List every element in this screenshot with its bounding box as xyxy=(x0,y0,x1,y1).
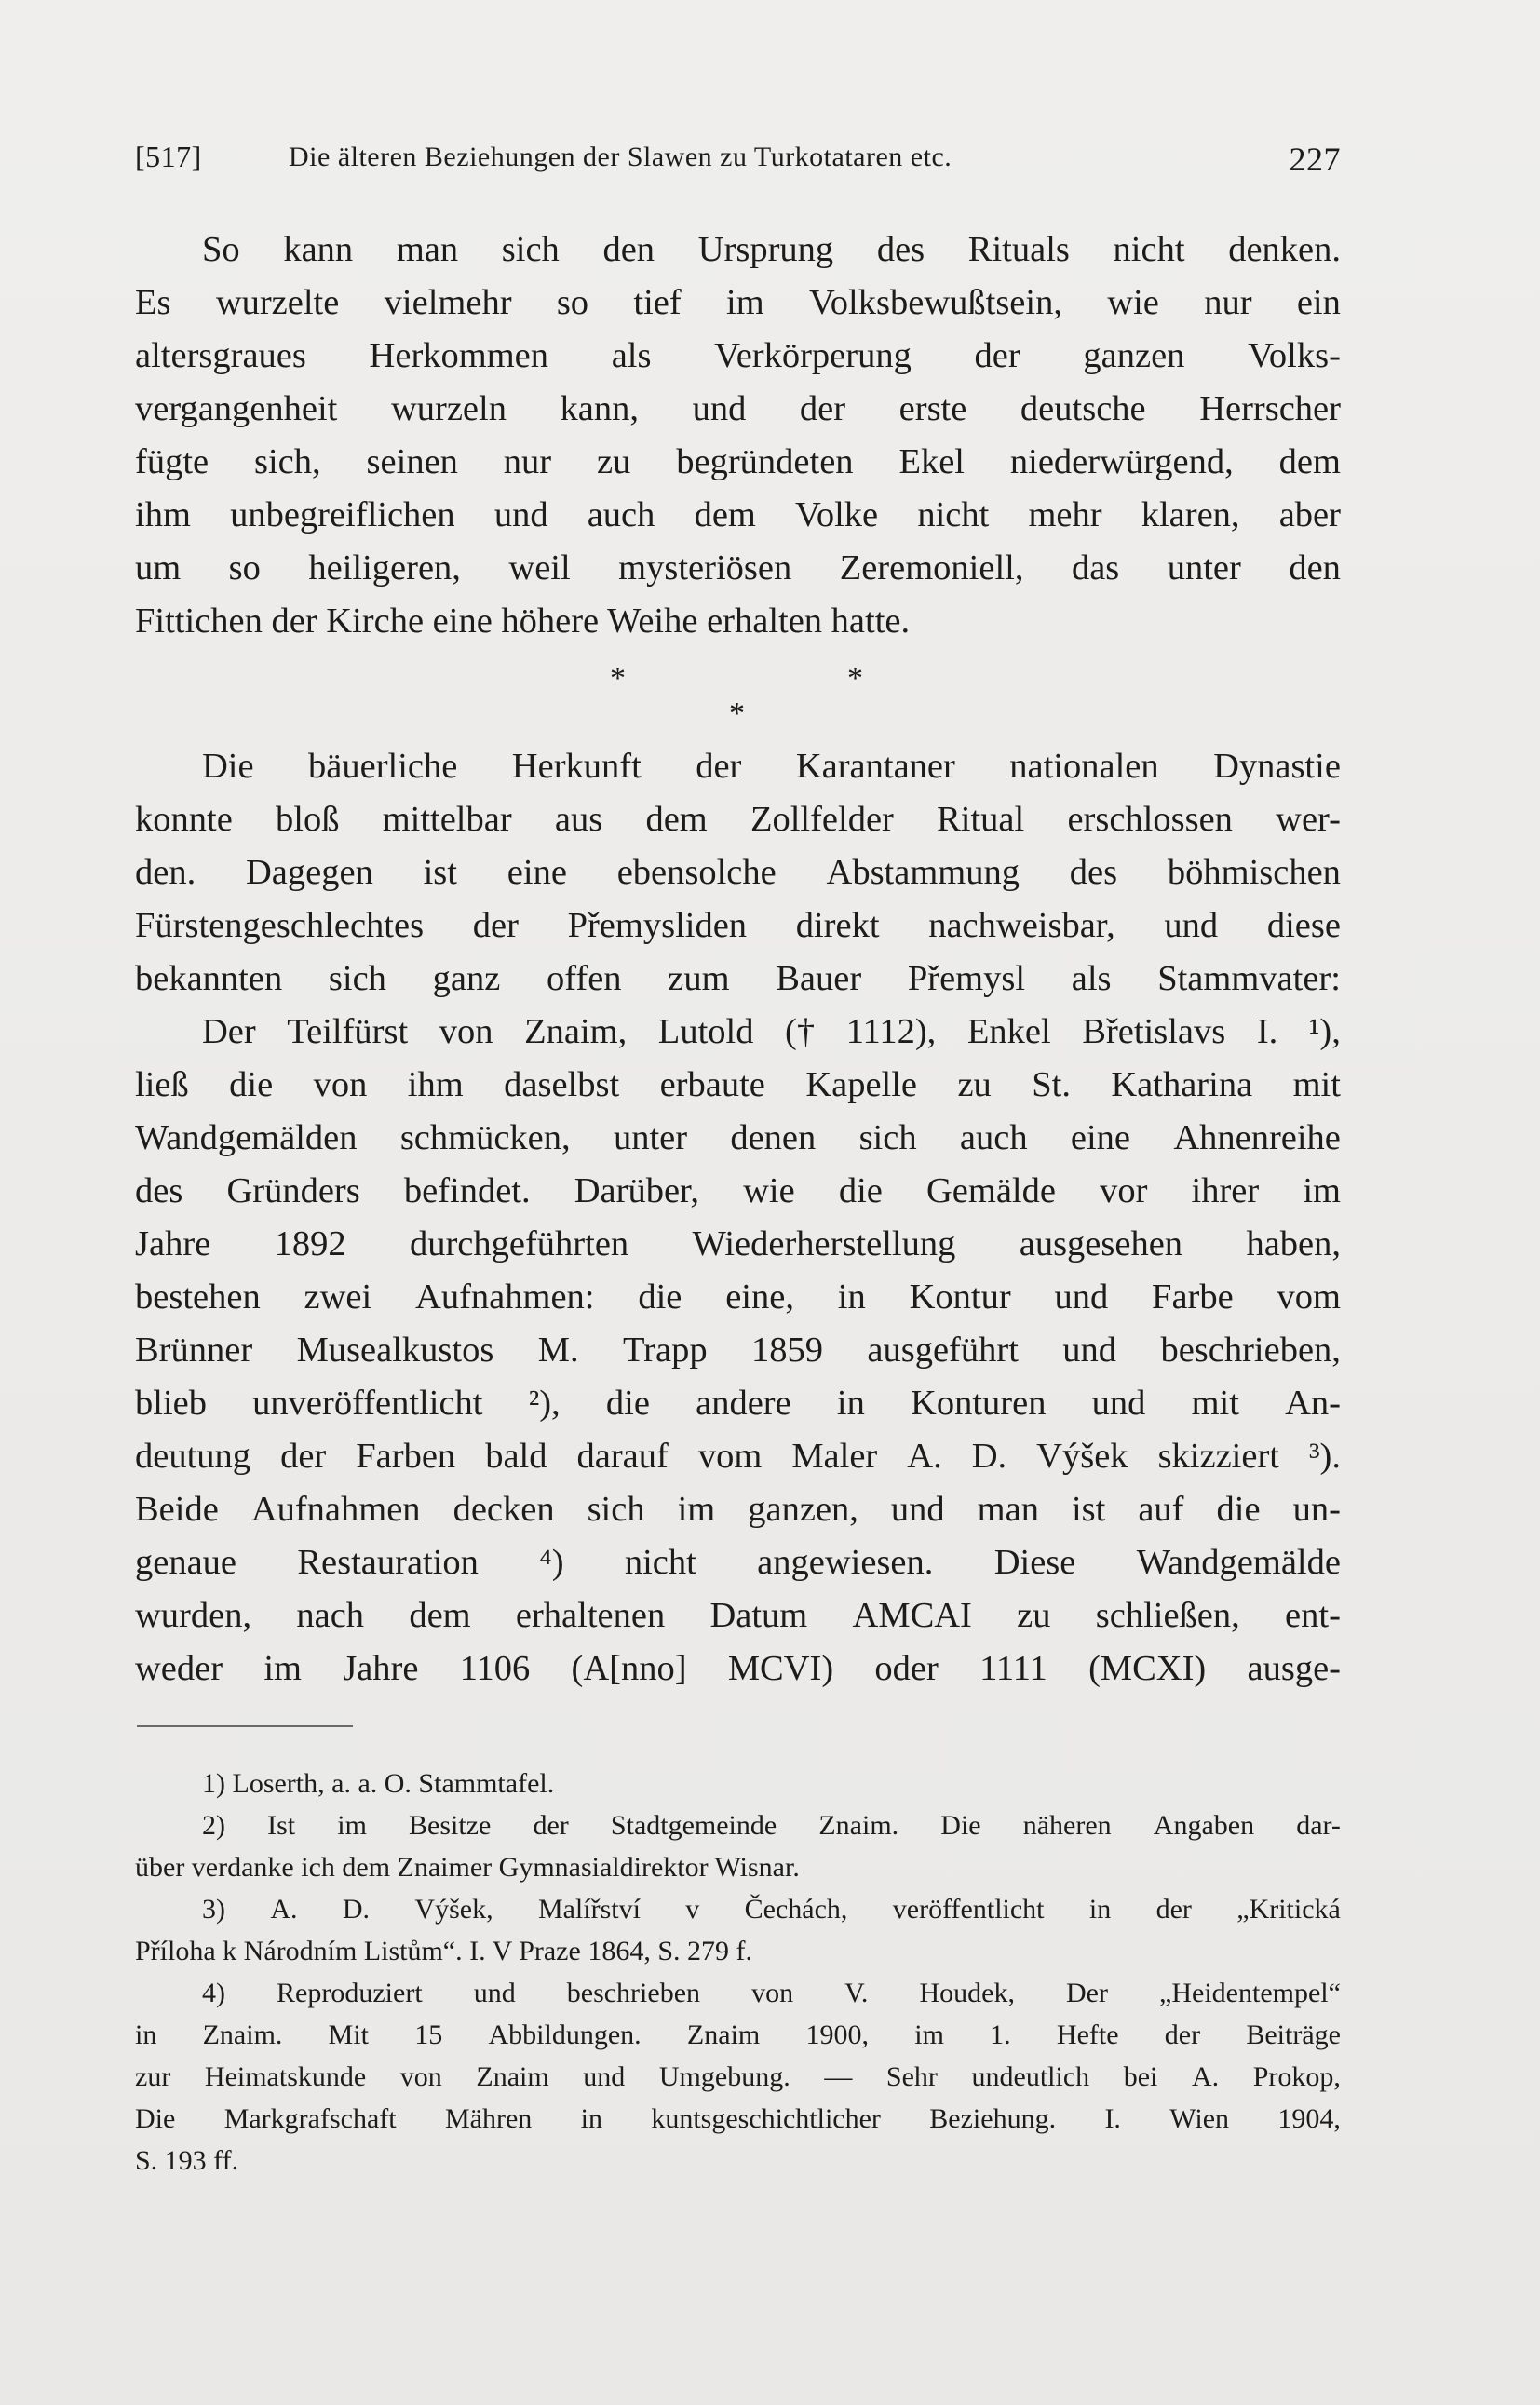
text-line: Die bäuerliche Herkunft der Karantaner nationalen Dynastie xyxy=(202,747,1341,786)
text-line: Fittichen der Kirche eine höhere Weihe erhalten hatte. xyxy=(135,601,911,641)
text-line: altersgraues Herkommen als Verkörperung der ganzen Volks- xyxy=(135,336,1341,375)
text-line: deutung der Farben bald darauf vom Maler A. D. Výšek skizziert ³). xyxy=(135,1437,1341,1476)
section-number: [517] xyxy=(135,140,202,173)
paragraph-1 xyxy=(135,223,1341,648)
asterisk: * xyxy=(610,661,626,696)
asterisk: * xyxy=(847,661,863,696)
section-separator xyxy=(577,661,875,736)
text-line: Beide Aufnahmen decken sich im ganzen, und man ist auf die un- xyxy=(135,1490,1341,1529)
page-number: 227 xyxy=(1289,141,1341,178)
paragraph-2 xyxy=(135,740,1341,1696)
text-line: wurden, nach dem erhaltenen Datum AMCAI zu schließen, ent- xyxy=(135,1596,1341,1635)
running-header xyxy=(135,140,1341,186)
text-line: den. Dagegen ist eine ebensolche Abstammung des böhmischen xyxy=(135,853,1341,892)
text-line: ließ die von ihm daselbst erbaute Kapelle zu St. Katharina mit xyxy=(135,1065,1341,1104)
text-line: So kann man sich den Ursprung des Rituals nicht denken. xyxy=(202,230,1341,269)
asterisk: * xyxy=(729,696,745,731)
text-line: weder im Jahre 1106 (A[nno] MCVI) oder 1111 (MCXI) ausge- xyxy=(135,1649,1341,1688)
text-line: Es wurzelte vielmehr so tief im Volksbewußtsein, wie nur ein xyxy=(135,283,1341,322)
footnote-line: zur Heimatskunde von Znaim und Umgebung. — Sehr undeutlich bei A. Prokop, xyxy=(135,2061,1341,2092)
text-line: ihm unbegreiflichen und auch dem Volke nicht mehr klaren, aber xyxy=(135,495,1341,534)
text-line: fügte sich, seinen nur zu begründeten Ekel niederwürgend, dem xyxy=(135,442,1341,481)
text-line: genaue Restauration ⁴) nicht angewiesen. Diese Wandgemälde xyxy=(135,1543,1341,1582)
text-line: Wandgemälden schmücken, unter denen sich auch eine Ahnenreihe xyxy=(135,1118,1341,1157)
running-title: Die älteren Beziehungen der Slawen zu Turkotataren etc. xyxy=(289,142,952,172)
text-line: des Gründers befindet. Darüber, wie die Gemälde vor ihrer im xyxy=(135,1171,1341,1210)
text-line: bestehen zwei Aufnahmen: die eine, in Kontur und Farbe vom xyxy=(135,1277,1341,1317)
footnote-line: Die Markgrafschaft Mähren in kuntsgeschichtlicher Beziehung. I. Wien 1904, xyxy=(135,2103,1341,2134)
text-line: blieb unveröffentlicht ²), die andere in Konturen und mit An- xyxy=(135,1384,1341,1423)
footnote-line: Příloha k Národním Listům“. I. V Praze 1864, S. 279 f. xyxy=(135,1936,752,1966)
text-line: konnte bloß mittelbar aus dem Zollfelder Ritual erschlossen wer- xyxy=(135,800,1341,839)
text-line: Der Teilfürst von Znaim, Lutold († 1112), Enkel Břetislavs I. ¹), xyxy=(202,1012,1341,1051)
footnote-divider xyxy=(137,1725,353,1727)
text-line: Jahre 1892 durchgeführten Wiederherstellung ausgesehen haben, xyxy=(135,1224,1341,1263)
text-line: um so heiligeren, weil mysteriösen Zeremoniell, das unter den xyxy=(135,548,1341,588)
text-line: Brünner Musealkustos M. Trapp 1859 ausgeführt und beschrieben, xyxy=(135,1331,1341,1370)
footnote-line: 4) Reproduziert und beschrieben von V. Houdek, Der „Heidentempel“ xyxy=(202,1978,1341,2008)
footnotes xyxy=(135,1763,1341,2182)
footnote-line: 2) Ist im Besitze der Stadtgemeinde Znaim. Die näheren Angaben dar- xyxy=(202,1810,1341,1841)
footnote-line: S. 193 ff. xyxy=(135,2145,239,2176)
footnote-line: 3) A. D. Výšek, Malířství v Čechách, veröffentlicht in der „Kritická xyxy=(202,1894,1341,1925)
text-line: Fürstengeschlechtes der Přemysliden direkt nachweisbar, und diese xyxy=(135,906,1341,945)
text-line: bekannten sich ganz offen zum Bauer Přemysl als Stammvater: xyxy=(135,959,1341,998)
text-line: vergangenheit wurzeln kann, und der erste deutsche Herrscher xyxy=(135,389,1341,428)
footnote-line: in Znaim. Mit 15 Abbildungen. Znaim 1900, im 1. Hefte der Beiträge xyxy=(135,2020,1341,2050)
footnote-line: 1) Loserth, a. a. O. Stammtafel. xyxy=(202,1768,555,1799)
footnote-line: über verdanke ich dem Znaimer Gymnasialdirektor Wisnar. xyxy=(135,1852,800,1883)
